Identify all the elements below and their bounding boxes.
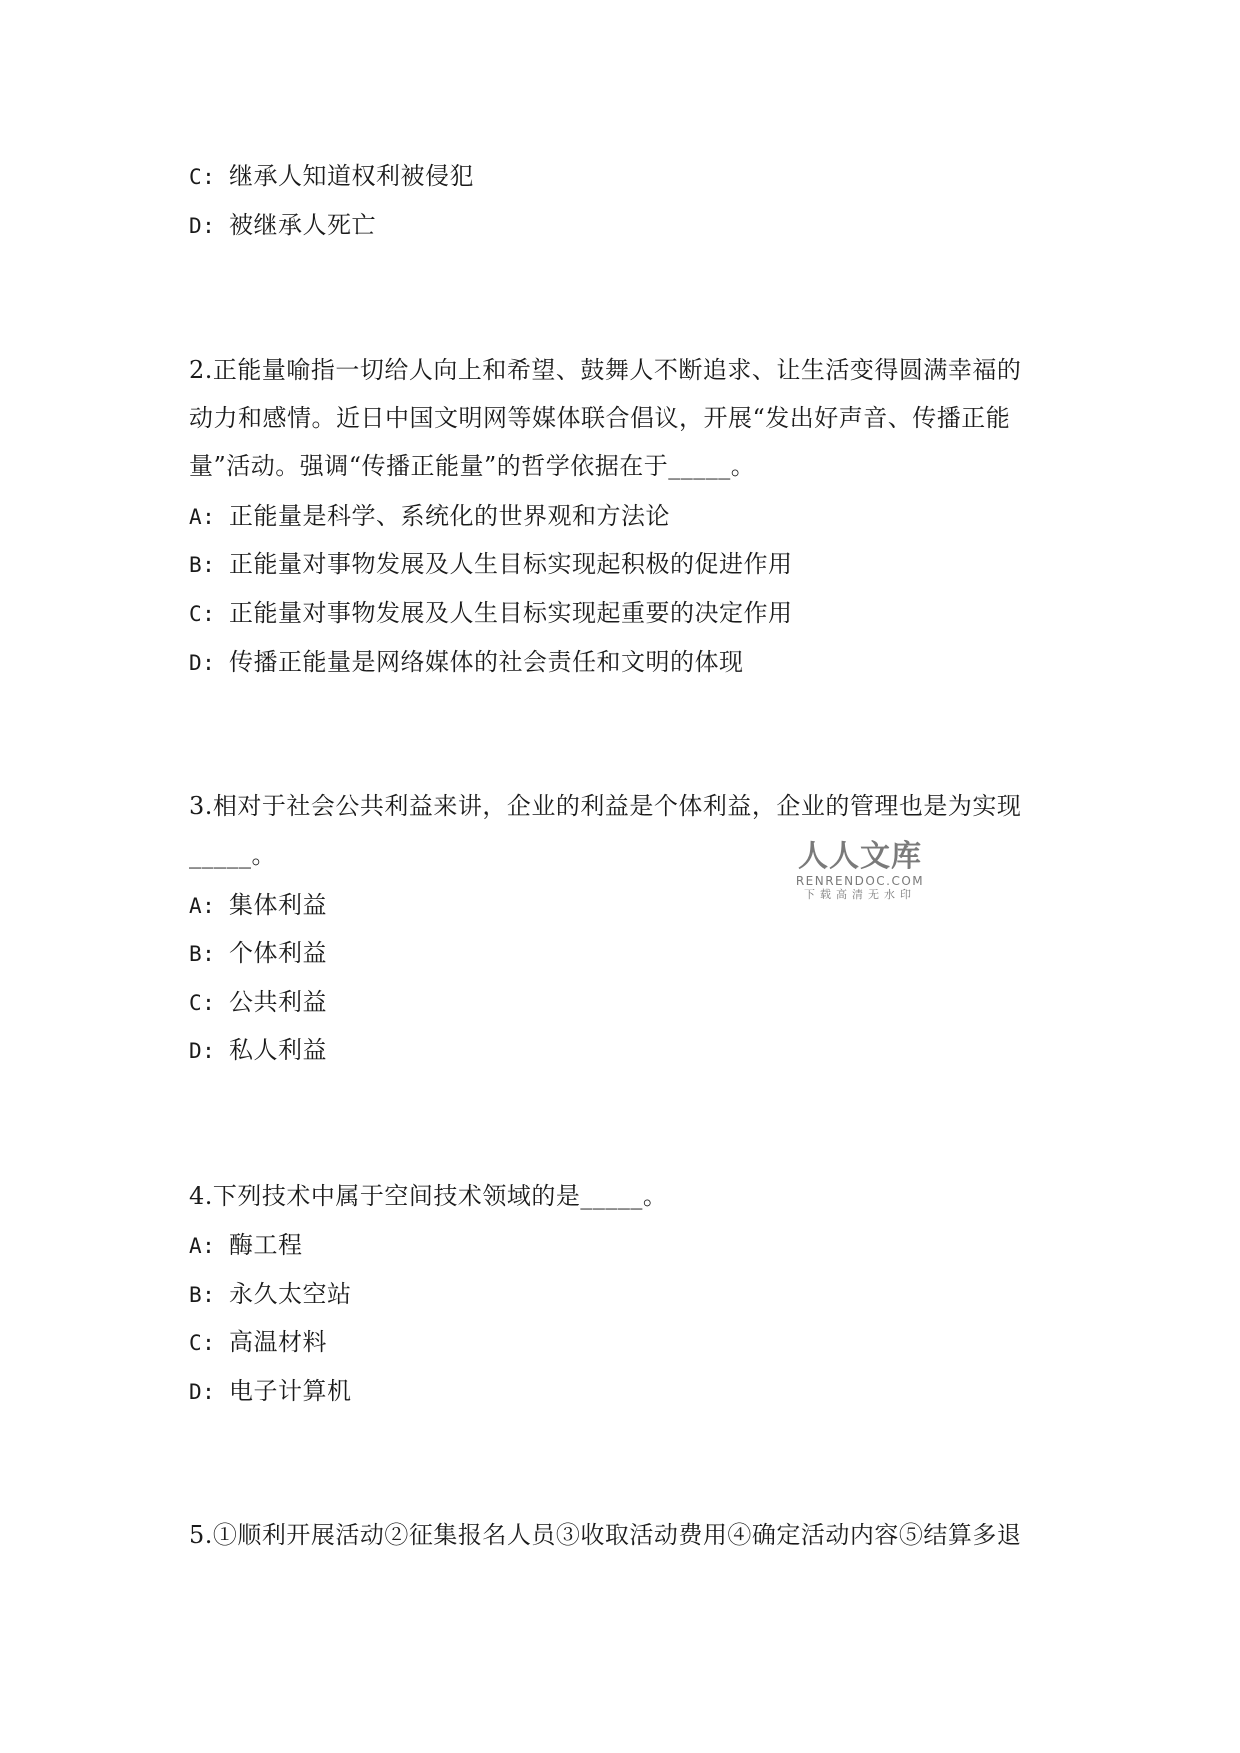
option-text: 永久太空站 [229, 1280, 352, 1308]
option-text: 正能量对事物发展及人生目标实现起重要的决定作用 [229, 599, 793, 627]
option-text: 私人利益 [229, 1036, 327, 1064]
q2-option-a [189, 500, 670, 533]
option-text: 高温材料 [229, 1328, 327, 1356]
q3-option-b [189, 937, 327, 970]
option-letter: C: [189, 991, 216, 1015]
option-text: 集体利益 [229, 891, 327, 919]
q1-option-d [189, 209, 376, 242]
option-text: 正能量对事物发展及人生目标实现起积极的促进作用 [229, 550, 793, 578]
option-text: 继承人知道权利被侵犯 [229, 162, 474, 190]
q2-stem-line-3: 量”活动。强调“传播正能量”的哲学依据在于_____。 [189, 452, 756, 480]
option-letter: C: [189, 602, 216, 626]
option-letter: C: [189, 1331, 216, 1355]
option-text: 被继承人死亡 [229, 211, 376, 239]
q4-stem-line-1: 4.下列技术中属于空间技术领域的是_____。 [189, 1182, 668, 1210]
q3-stem-line-2: _____。 [189, 841, 276, 869]
q2-option-b [189, 548, 793, 581]
option-letter: A: [189, 894, 216, 918]
q4-option-a [189, 1229, 303, 1262]
q1-option-c [189, 160, 474, 193]
watermark-subtitle: 下载高清无水印 [804, 888, 916, 901]
option-text: 正能量是科学、系统化的世界观和方法论 [229, 502, 670, 530]
q2-stem-line-1: 2.正能量喻指一切给人向上和希望、鼓舞人不断追求、让生活变得圆满幸福的 [189, 356, 1022, 384]
q4-option-d [189, 1375, 352, 1408]
watermark-url: RENRENDOC.COM [795, 874, 925, 888]
option-text: 传播正能量是网络媒体的社会责任和文明的体现 [229, 648, 744, 676]
option-letter: B: [189, 553, 216, 577]
option-letter: D: [189, 651, 216, 675]
q5-stem-line-1: 5.①顺利开展活动②征集报名人员③收取活动费用④确定活动内容⑤结算多退 [189, 1521, 1022, 1549]
option-text: 个体利益 [229, 939, 327, 967]
watermark [790, 840, 930, 902]
option-letter: B: [189, 942, 216, 966]
q3-option-d [189, 1034, 327, 1067]
option-letter: C: [189, 165, 216, 189]
option-text: 酶工程 [229, 1231, 303, 1259]
q2-stem-line-2: 动力和感情。近日中国文明网等媒体联合倡议，开展“发出好声音、传播正能 [189, 404, 1011, 432]
q3-option-c [189, 986, 327, 1019]
option-letter: B: [189, 1283, 216, 1307]
option-letter: A: [189, 1234, 216, 1258]
q3-stem-line-1: 3.相对于社会公共利益来讲，企业的利益是个体利益，企业的管理也是为实现 [189, 792, 1022, 820]
q3-option-a [189, 889, 327, 922]
option-text: 电子计算机 [229, 1377, 352, 1405]
watermark-title: 人人文库 [798, 839, 922, 874]
q4-option-c [189, 1326, 327, 1359]
option-letter: D: [189, 214, 216, 238]
q2-option-c [189, 597, 793, 630]
option-letter: D: [189, 1380, 216, 1404]
q4-option-b [189, 1278, 352, 1311]
q2-option-d [189, 646, 744, 679]
option-letter: A: [189, 505, 216, 529]
option-text: 公共利益 [229, 988, 327, 1016]
option-letter: D: [189, 1039, 216, 1063]
